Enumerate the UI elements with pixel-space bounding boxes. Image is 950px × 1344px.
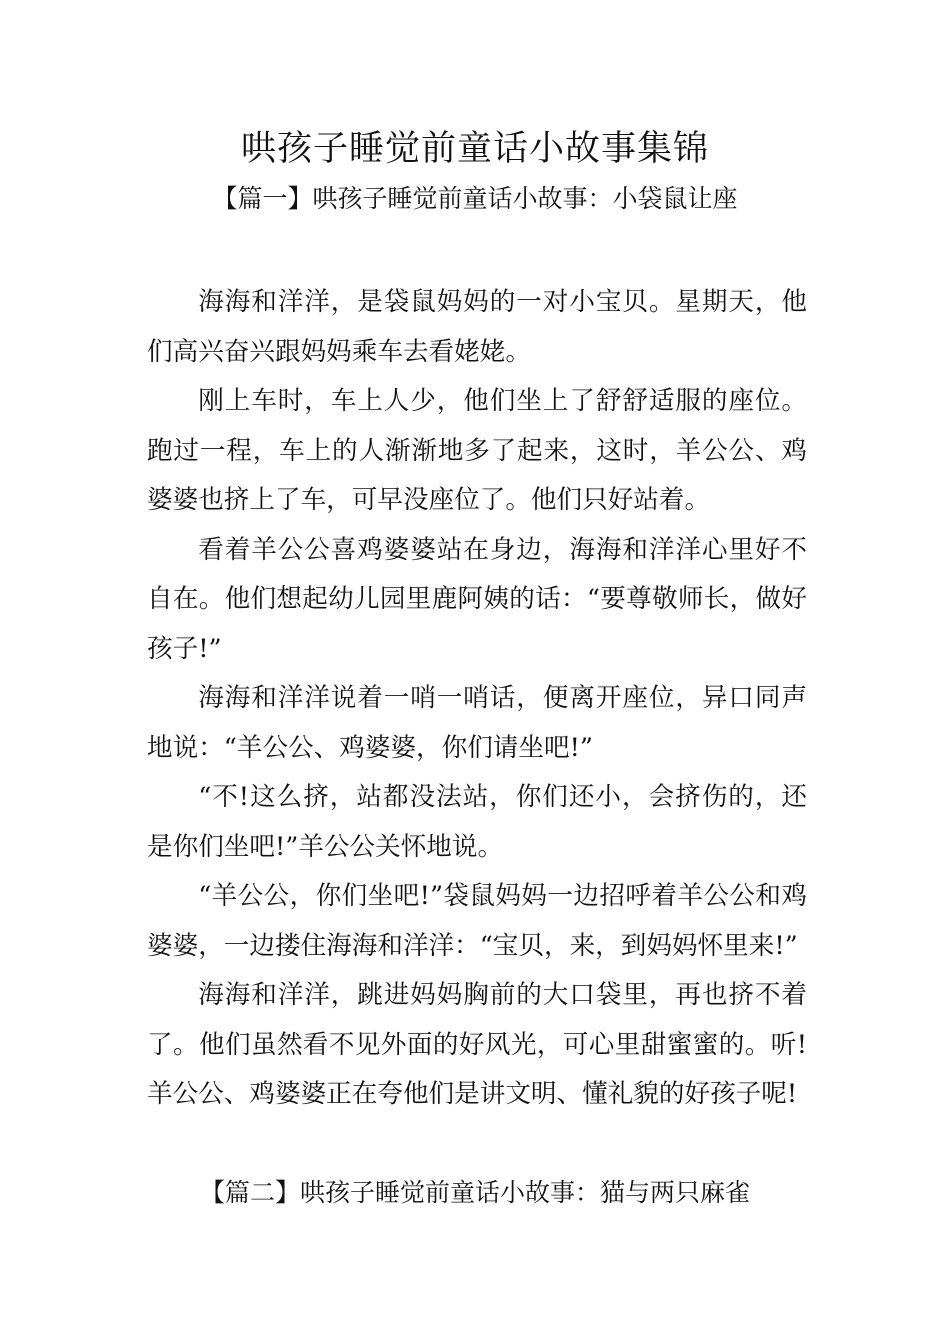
document-title: 哄孩子睡觉前童话小故事集锦: [240, 129, 709, 169]
paragraph-3: 看着羊公公喜鸡婆婆站在身边，海海和洋洋心里好不自在。他们想起幼儿园里鹿阿姨的话：“要尊敬师长，做好孩子!”: [147, 534, 807, 664]
paragraph-4: 海海和洋洋说着一哨一哨话，便离开座位，异口同声地说：“羊公公、鸡婆婆，你们请坐吧!”: [147, 683, 807, 763]
paragraph-7: 海海和洋洋，跳进妈妈胸前的大口袋里，再也挤不着了。他们虽然看不见外面的好风光，可心里甜蜜蜜的。听!羊公公、鸡婆婆正在夸他们是讲文明、懂礼貌的好孩子呢!: [147, 980, 807, 1109]
paragraph-6: “羊公公，你们坐吧!”袋鼠妈妈一边招呼着羊公公和鸡婆婆，一边搂住海海和洋洋：“宝贝，来，到妈妈怀里来!”: [147, 881, 807, 961]
paragraph-2: 刚上车时，车上人少，他们坐上了舒舒适服的座位。跑过一程，车上的人渐渐地多了起来，这时，羊公公、鸡婆婆也挤上了车，可早没座位了。他们只好站着。: [147, 386, 807, 515]
story-body: [147, 278, 807, 1120]
paragraph-5: “不!这么挤，站都没法站，你们还小，会挤伤的，还是你们坐吧!”羊公公关怀地说。: [147, 782, 807, 862]
section-heading-1: 【篇一】哄孩子睡觉前童话小故事：小袋鼠让座: [212, 184, 738, 213]
section-heading-2: 【篇二】哄孩子睡觉前童话小故事：猫与两只麻雀: [199, 1178, 750, 1207]
paragraph-1: 海海和洋洋，是袋鼠妈妈的一对小宝贝。星期天，他们高兴奋兴跟妈妈乘车去看姥姥。: [147, 287, 807, 367]
